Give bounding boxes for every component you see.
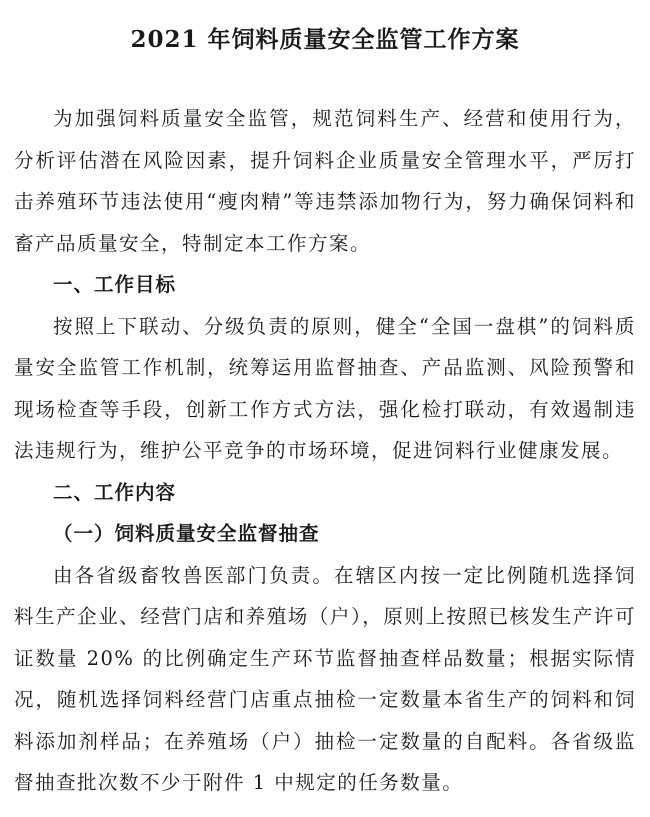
section-heading-content: 二、工作内容: [53, 480, 177, 504]
intro-paragraph: 为加强饲料质量安全监管，规范饲料生产、经营和使用行为，分析评估潜在风险因素，提升饲料企业质量安全管理水平，严厉打击养殖环节违法使用“瘦肉精”等违禁添加物行为，努力确保饲料和畜产品质量安全，特制定本工作方案。: [14, 107, 636, 255]
document-body: [14, 98, 636, 804]
section-heading-goals: 一、工作目标: [53, 273, 177, 296]
supervision-paragraph: 由各省级畜牧兽医部门负责。在辖区内按一定比例随机选择饲料生产企业、经营门店和养殖场（户），原则上按照已核发生产许可证数量 20% 的比例确定生产环节监督抽查样品数量；根据实际情况，随机选择饲料经营门店重点抽检一定数量本省生产的饲料和饲料添加剂样品；在养殖场（户）抽检一定数量的自配料。各省级监督抽查批次数不少于附件 1 中规定的任务数量。: [14, 563, 636, 794]
document-title: 2021 年饲料质量安全监管工作方案: [130, 26, 520, 53]
goals-paragraph: 按照上下联动、分级负责的原则，健全“全国一盘棋”的饲料质量安全监管工作机制，统筹运用监督抽查、产品监测、风险预警和现场检查等手段，创新工作方式方法，强化检打联动，有效遏制违法违规行为，维护公平竞争的市场环境，促进饲料行业健康发展。: [14, 314, 636, 462]
subsection-heading-supervision: （一）饲料质量安全监督抽查: [53, 522, 320, 545]
